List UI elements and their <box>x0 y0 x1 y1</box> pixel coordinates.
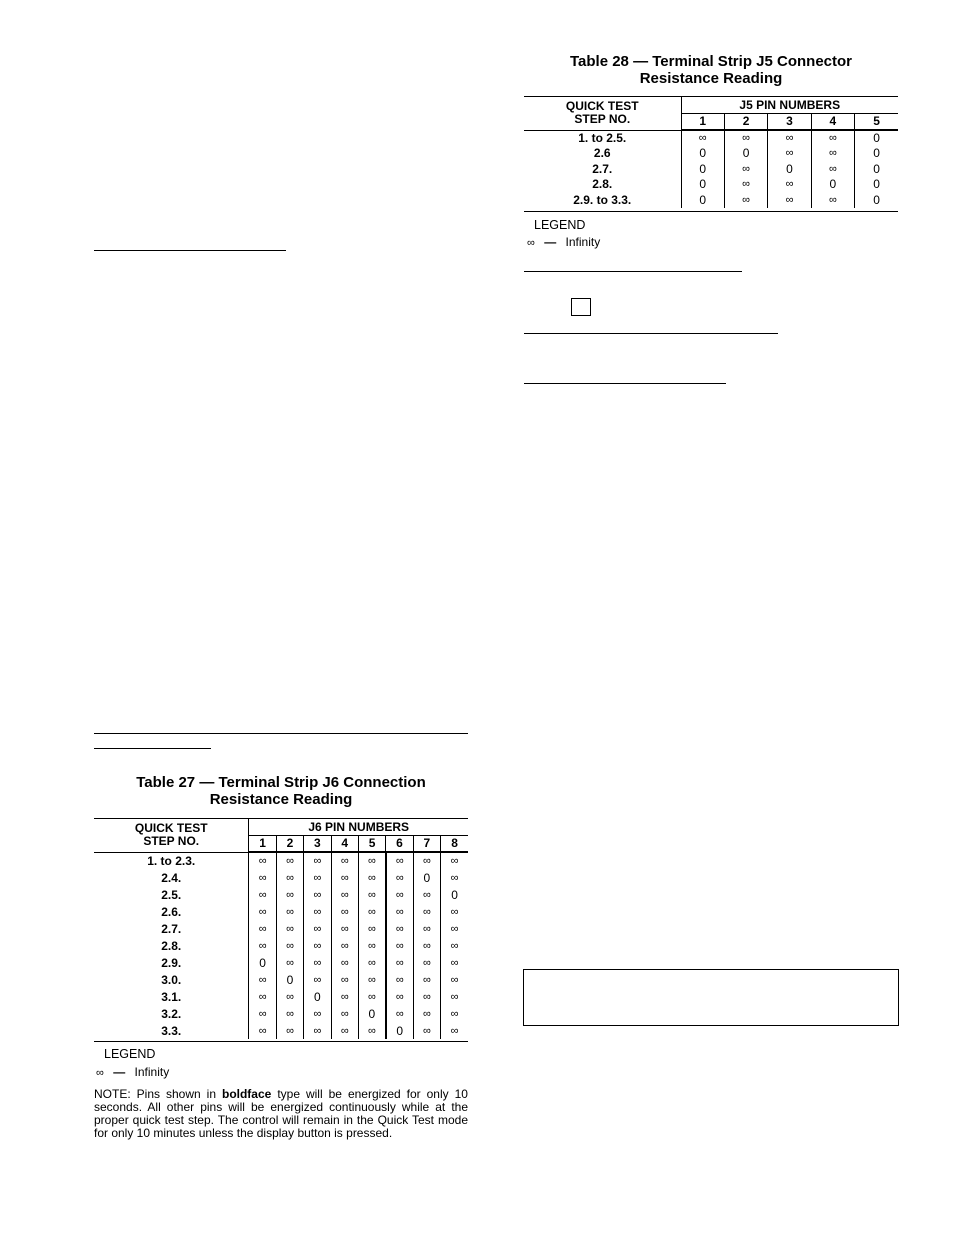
resistance-cell: ∞ <box>331 954 358 971</box>
table27-group-header: J6 PIN NUMBERS <box>249 819 468 835</box>
table28-pin-header: 4 <box>811 113 854 130</box>
resistance-cell: 0 <box>304 988 331 1005</box>
resistance-cell: ∞ <box>304 954 331 971</box>
legend-infinity-label: Infinity <box>565 235 601 249</box>
resistance-cell: ∞ <box>358 852 385 869</box>
resistance-cell: 0 <box>249 954 276 971</box>
table27-bottom-rule <box>94 1041 468 1042</box>
step-number-cell: 2.4. <box>94 869 249 886</box>
legend-dash: — <box>544 235 557 249</box>
table27-note <box>94 1088 468 1140</box>
resistance-cell: ∞ <box>413 954 440 971</box>
resistance-cell: ∞ <box>358 886 385 903</box>
table-row <box>94 903 468 920</box>
step-number-cell: 2.9. to 3.3. <box>524 192 681 208</box>
table27-pin-header: 5 <box>358 835 385 852</box>
heading-rule-left-top <box>94 250 286 251</box>
resistance-cell: ∞ <box>304 886 331 903</box>
table27-step-header-line2: STEP NO. <box>143 834 200 849</box>
step-number-cell: 2.7. <box>94 920 249 937</box>
resistance-cell: ∞ <box>249 1022 276 1039</box>
table28-step-header-line1: QUICK TEST <box>565 99 639 114</box>
table-row <box>524 177 898 193</box>
step-number-cell: 2.7. <box>524 161 681 177</box>
resistance-cell: ∞ <box>276 954 303 971</box>
table28-title-line2: Resistance Reading <box>639 70 783 87</box>
resistance-cell: ∞ <box>386 971 413 988</box>
step-number-cell: 2.9. <box>94 954 249 971</box>
resistance-cell: ∞ <box>413 937 440 954</box>
resistance-cell: ∞ <box>441 971 468 988</box>
resistance-cell: ∞ <box>386 903 413 920</box>
heading-rule-right-3 <box>524 383 726 384</box>
table27-step-header-line1: QUICK TEST <box>134 821 208 836</box>
resistance-cell: ∞ <box>249 971 276 988</box>
legend-dash: — <box>113 1065 126 1079</box>
resistance-cell: ∞ <box>724 192 767 208</box>
resistance-cell: ∞ <box>331 886 358 903</box>
table-row <box>524 161 898 177</box>
table27-title-line1: Table 27 — Terminal Strip J6 Connection <box>136 774 426 791</box>
resistance-cell: ∞ <box>331 937 358 954</box>
note-bold-word: boldface <box>221 1087 272 1101</box>
resistance-cell: ∞ <box>441 869 468 886</box>
note-prefix: NOTE: Pins shown in <box>94 1087 216 1101</box>
resistance-cell: 0 <box>855 146 898 162</box>
heading-rule-left-wide <box>94 733 468 734</box>
resistance-cell: ∞ <box>386 988 413 1005</box>
resistance-cell: ∞ <box>413 852 440 869</box>
step-number-cell: 3.3. <box>94 1022 249 1039</box>
resistance-cell: ∞ <box>768 177 811 193</box>
table-row <box>524 192 898 208</box>
resistance-cell: 0 <box>855 192 898 208</box>
resistance-cell: ∞ <box>358 1022 385 1039</box>
resistance-cell: ∞ <box>441 920 468 937</box>
table-row <box>94 886 468 903</box>
resistance-cell: 0 <box>386 1022 413 1039</box>
resistance-cell: 0 <box>441 886 468 903</box>
table28-step-header-line2: STEP NO. <box>574 112 631 127</box>
table28-step-header <box>524 97 681 130</box>
resistance-cell: ∞ <box>386 920 413 937</box>
table28-pin-header: 2 <box>724 113 767 130</box>
resistance-cell: 0 <box>855 177 898 193</box>
resistance-cell: ∞ <box>304 1022 331 1039</box>
resistance-cell: ∞ <box>441 937 468 954</box>
resistance-cell: ∞ <box>811 146 854 162</box>
resistance-cell: ∞ <box>358 954 385 971</box>
heading-rule-right-2 <box>524 333 778 334</box>
resistance-cell: ∞ <box>331 1005 358 1022</box>
resistance-cell: ∞ <box>413 971 440 988</box>
resistance-cell: ∞ <box>249 1005 276 1022</box>
resistance-cell: ∞ <box>276 852 303 869</box>
resistance-cell: ∞ <box>331 903 358 920</box>
table28-pin-header: 3 <box>768 113 811 130</box>
table27-pin-header: 1 <box>249 835 276 852</box>
resistance-cell: ∞ <box>276 1005 303 1022</box>
resistance-cell: ∞ <box>811 161 854 177</box>
resistance-cell: ∞ <box>413 988 440 1005</box>
table28 <box>524 97 898 208</box>
table27-pin-header: 2 <box>276 835 303 852</box>
resistance-cell: 0 <box>276 971 303 988</box>
step-number-cell: 3.0. <box>94 971 249 988</box>
resistance-cell: ∞ <box>386 937 413 954</box>
resistance-cell: 0 <box>358 1005 385 1022</box>
resistance-cell: ∞ <box>276 988 303 1005</box>
resistance-cell: ∞ <box>249 852 276 869</box>
resistance-cell: ∞ <box>681 130 724 146</box>
resistance-cell: ∞ <box>386 886 413 903</box>
resistance-cell: ∞ <box>249 988 276 1005</box>
resistance-cell: ∞ <box>276 886 303 903</box>
table27-pin-header: 7 <box>413 835 440 852</box>
resistance-cell: ∞ <box>276 920 303 937</box>
resistance-cell: ∞ <box>331 920 358 937</box>
resistance-cell: ∞ <box>768 192 811 208</box>
resistance-cell: ∞ <box>304 869 331 886</box>
resistance-cell: ∞ <box>249 903 276 920</box>
resistance-cell: ∞ <box>331 1022 358 1039</box>
step-number-cell: 2.6 <box>524 146 681 162</box>
resistance-cell: ∞ <box>331 971 358 988</box>
table-row <box>94 1022 468 1039</box>
resistance-cell: ∞ <box>358 971 385 988</box>
resistance-cell: 0 <box>681 161 724 177</box>
resistance-cell: ∞ <box>441 1022 468 1039</box>
resistance-cell: ∞ <box>304 971 331 988</box>
resistance-cell: ∞ <box>249 869 276 886</box>
resistance-cell: ∞ <box>331 988 358 1005</box>
resistance-cell: 0 <box>855 130 898 146</box>
table-row <box>94 954 468 971</box>
table27-title-line2: Resistance Reading <box>209 791 353 808</box>
infinity-symbol: ∞ <box>96 1067 104 1079</box>
resistance-cell: ∞ <box>358 920 385 937</box>
resistance-cell: ∞ <box>304 1005 331 1022</box>
table28-pin-header: 1 <box>681 113 724 130</box>
resistance-cell: ∞ <box>724 161 767 177</box>
table-row <box>524 130 898 146</box>
table-row <box>94 1005 468 1022</box>
resistance-cell: ∞ <box>386 954 413 971</box>
resistance-cell: ∞ <box>441 903 468 920</box>
table28-legend-header: LEGEND <box>534 218 586 232</box>
table27-pin-header: 6 <box>386 835 413 852</box>
resistance-cell: ∞ <box>304 852 331 869</box>
resistance-cell: ∞ <box>413 1005 440 1022</box>
table27-title <box>94 774 468 808</box>
resistance-cell: ∞ <box>304 937 331 954</box>
table28-title-line1: Table 28 — Terminal Strip J5 Connector <box>569 53 852 70</box>
step-number-cell: 2.8. <box>524 177 681 193</box>
small-square-box <box>571 298 591 316</box>
resistance-cell: 0 <box>681 146 724 162</box>
step-number-cell: 1. to 2.5. <box>524 130 681 146</box>
table28-group-header: J5 PIN NUMBERS <box>681 97 898 113</box>
resistance-cell: ∞ <box>386 1005 413 1022</box>
resistance-cell: ∞ <box>386 852 413 869</box>
resistance-cell: ∞ <box>724 177 767 193</box>
table-row <box>94 920 468 937</box>
table-row <box>94 971 468 988</box>
resistance-cell: ∞ <box>768 146 811 162</box>
resistance-cell: ∞ <box>811 192 854 208</box>
resistance-cell: ∞ <box>276 903 303 920</box>
table-row <box>94 937 468 954</box>
resistance-cell: 0 <box>855 161 898 177</box>
heading-rule-right-1 <box>524 271 742 272</box>
empty-framed-box <box>523 969 899 1026</box>
table-row <box>94 869 468 886</box>
resistance-cell: ∞ <box>276 937 303 954</box>
table-row <box>94 988 468 1005</box>
table-row <box>524 146 898 162</box>
step-number-cell: 2.8. <box>94 937 249 954</box>
resistance-cell: ∞ <box>358 903 385 920</box>
heading-rule-left-short <box>94 748 211 749</box>
table27 <box>94 819 468 1039</box>
resistance-cell: ∞ <box>331 869 358 886</box>
resistance-cell: ∞ <box>811 130 854 146</box>
resistance-cell: ∞ <box>331 852 358 869</box>
resistance-cell: ∞ <box>276 869 303 886</box>
resistance-cell: ∞ <box>413 903 440 920</box>
resistance-cell: 0 <box>724 146 767 162</box>
resistance-cell: ∞ <box>304 903 331 920</box>
resistance-cell: ∞ <box>441 954 468 971</box>
resistance-cell: ∞ <box>441 988 468 1005</box>
step-number-cell: 1. to 2.3. <box>94 852 249 869</box>
step-number-cell: 3.1. <box>94 988 249 1005</box>
resistance-cell: ∞ <box>386 869 413 886</box>
resistance-cell: ∞ <box>276 1022 303 1039</box>
resistance-cell: ∞ <box>249 886 276 903</box>
table27-legend-row <box>96 1065 169 1079</box>
resistance-cell: ∞ <box>441 1005 468 1022</box>
resistance-cell: ∞ <box>249 920 276 937</box>
resistance-cell: ∞ <box>413 886 440 903</box>
resistance-cell: ∞ <box>413 1022 440 1039</box>
resistance-cell: 0 <box>413 869 440 886</box>
resistance-cell: 0 <box>811 177 854 193</box>
resistance-cell: ∞ <box>768 130 811 146</box>
step-number-cell: 2.6. <box>94 903 249 920</box>
table28-bottom-rule <box>524 211 898 212</box>
table-row <box>94 852 468 869</box>
resistance-cell: ∞ <box>413 920 440 937</box>
resistance-cell: ∞ <box>304 920 331 937</box>
legend-infinity-label: Infinity <box>134 1065 170 1079</box>
resistance-cell: 0 <box>768 161 811 177</box>
table28-pin-header: 5 <box>855 113 898 130</box>
resistance-cell: ∞ <box>358 937 385 954</box>
resistance-cell: ∞ <box>441 852 468 869</box>
resistance-cell: ∞ <box>724 130 767 146</box>
resistance-cell: 0 <box>681 177 724 193</box>
table27-pin-header: 4 <box>331 835 358 852</box>
table27-pin-header: 8 <box>441 835 468 852</box>
resistance-cell: ∞ <box>249 937 276 954</box>
resistance-cell: ∞ <box>358 869 385 886</box>
table28-title <box>524 53 898 87</box>
table27-legend-header: LEGEND <box>104 1047 156 1061</box>
note-rest: type will be energized for only 10 seconds. All other pins will be energized continuously while at the proper quick test step. The control will remain in the Quick Test mode for only 10 minutes unless the display button is pressed. <box>94 1087 468 1140</box>
step-number-cell: 3.2. <box>94 1005 249 1022</box>
resistance-cell: ∞ <box>358 988 385 1005</box>
step-number-cell: 2.5. <box>94 886 249 903</box>
table27-step-header <box>94 819 249 852</box>
infinity-symbol: ∞ <box>527 237 535 249</box>
resistance-cell: 0 <box>681 192 724 208</box>
table27-pin-header: 3 <box>304 835 331 852</box>
table28-legend-row <box>527 235 600 249</box>
